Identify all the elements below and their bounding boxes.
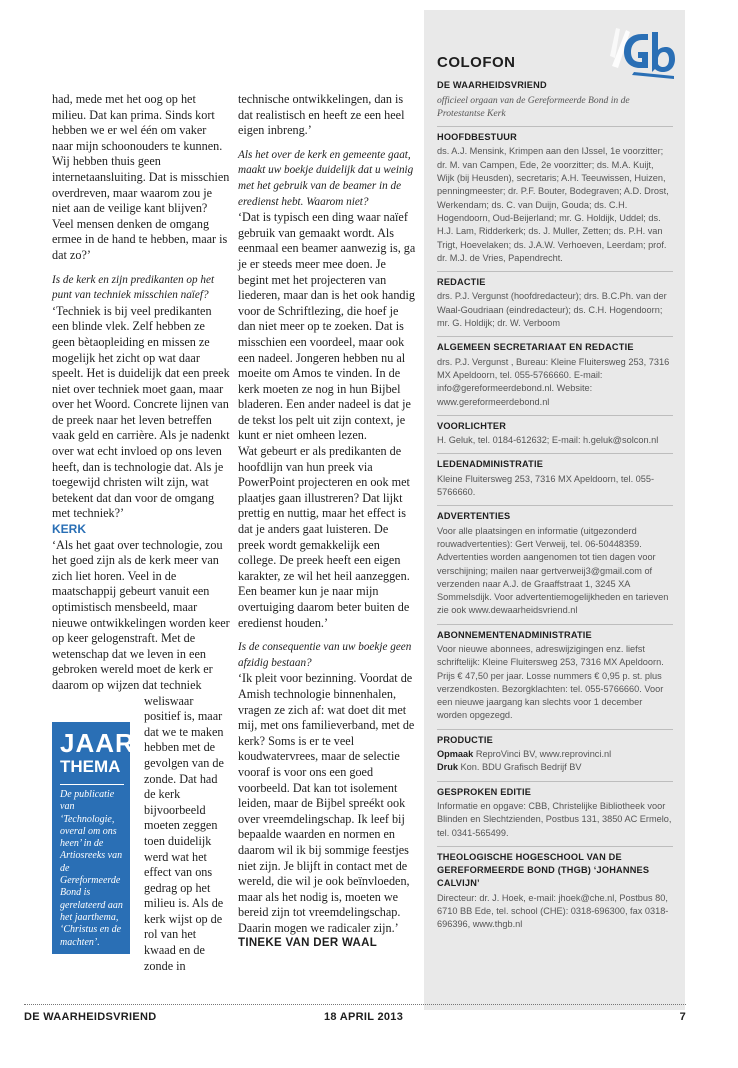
colofon-section: [437, 729, 673, 775]
colofon-panel: [424, 10, 685, 1010]
productie-value: Kon. BDU Grafisch Bedrijf BV: [460, 762, 582, 773]
author-byline: TINEKE VAN DER WAAL: [238, 937, 378, 950]
section-body: ds. A.J. Mensink, Krimpen aan den IJssel, 1e voorzitter; dr. M. van Campen, Ede, 2e voorzitter; ds. M.A. Kuijt, Wijk (bij Heusden), secretaris; A.H. Teeuwissen, Huizen, penningmeester; dr. P.F. Bouter, Bodegraven; A.D. Drost, Werkendam; ds. C. van Duijn, Gouda; ds. C.H. Hogendoorn, Oud-Beijerland; mr. G. Holdijk, Uddel; ds. H.J. Lam, Ridderkerk; ds. J. Muller, Zetten; ds. P.H. van Trigt, Hoevelaken; ds. J.A.W. Verhoeven, Leerdam; prof. dr. M.J. de Vries, Papendrecht.: [437, 146, 669, 263]
paragraph: ‘Dat is typisch een ding waar naïef gebruik van gemaakt wordt. Als eenmaal een beamer aanwezig is, ga je er steeds meer mee doen. Je begint met het projecteren van liederen, maar dan is het ook handig voor de Schriftlezing, die hoef je dan niet meer op te zoeken. Dat is misschien een voordeel, maar ook een nadeel. Jongeren hebben nu al moeite om Amos te vinden. In de kerk moeten ze nog in hun Bijbel bladeren. Een ander nadeel is dat je de tekst los pelt uit zijn context, je kunt er niet omheen lezen.: [238, 210, 416, 443]
section-title: PRODUCTIE: [437, 734, 493, 745]
colofon-section: [437, 453, 673, 499]
section-title: REDACTIE: [437, 277, 486, 288]
jaarthema-text: De publicatie van ‘Technologie, overal om ons heen’ in de Artiosreeks van de Gereformeerde Bond is gerelateerd aan het jaarthema, ‘Christus en de machten’.: [60, 789, 123, 948]
productie-value: ReproVinci BV, www.reprovinci.nl: [475, 749, 612, 760]
section-body: Voor alle plaatsingen en informatie (uitgezonderd rouwadvertenties): Gert Verweij, tel. 06-50448359. Advertenties worden aangenomen tot tien dagen voor verschijning; mailen naar gertverweij3@gmail.com of verzenden naar A.J. de Graaffstraat 1, 3245 XA Sommelsdijk. Voor advertentiemogelijkheden en tarieven zie ook www.dewaarheidsvriend.nl: [437, 525, 669, 616]
section-body: officieel orgaan van de Gereformeerde Bond in de Protestantse Kerk: [437, 94, 630, 119]
section-body: Informatie en opgave: CBB, Christelijke Bibliotheek voor Blinden en Slechtzienden, Postbus 131, 3850 AC Ermelo, tel. 0341-565499.: [437, 800, 672, 838]
section-body: drs. P.J. Vergunst (hoofdredacteur); drs. B.C.Ph. van der Waal-Goudriaan (eindredacteur); ds. C.H. Hogendoorn; mr. G. Holdijk; dr. W. Verboom: [437, 291, 667, 329]
paragraph: technische ontwikkelingen, dan is dat realistisch en heeft ze een heel eigen inbreng.’: [238, 92, 405, 138]
section-body: H. Geluk, tel. 0184-612632; E-mail: h.geluk@solcon.nl: [437, 435, 659, 446]
paragraph: ‘Ik pleit voor bezinning. Voordat de Amish technologie binnenhalen, vragen ze zich af: wat doet dit met mij, met ons familieverband, met de kerk? Soms is er te veel koudwatervrees, maar de selectie vooraf is voor ons een goed voorbeeld. Dat kan tot isolement leiden, maar de Bijbel spreékt ook over vreemdelingschap. Ik leef bij bepaalde waarden en normen en daarom wil ik bij sommige feestjes niet zijn. Je blijft in contact met de wereld, die wil je ook beïnvloeden, maar als het nodig is, moeten we bereid zijn tot vreemdelingschap. Daarin mogen we radicaler zijn.’: [238, 671, 415, 935]
colofon-section: [437, 126, 673, 265]
colofon-section: [437, 781, 673, 840]
jaarthema-box: [52, 722, 135, 954]
paragraph: Wat gebeurt er als predikanten de hoofdlijn van hun preek via PowerPoint projecteren en ook met plaatjes gaan illustreren? Dat lijkt prettig en nuttig, maar het effect is dat je anders gaat luisteren. De preek wordt gemakkelijk een college. De preek heeft een eigen karakter, ze wil het heil aanzeggen. Een beamer kun je naar mijn overtuiging daarom beter buiten de eredienst houden.’: [238, 444, 410, 630]
jaarthema-title-2: THEMA: [60, 757, 121, 776]
interview-question: Is de kerk en zijn predikanten op het punt van techniek misschien naïef?: [52, 273, 215, 302]
colofon-section: [437, 624, 673, 723]
colofon-section: [437, 75, 673, 120]
paragraph: had, mede met het oog op het milieu. Dat kan prima. Sinds kort hebben we er wel één om vaker naar mijn schoonouders te kunnen. Wij hebben thuis geen internetaansluiting. Dat is misschien overdreven, maar waarom zou je niet aan de veilige kant blijven? Veel mensen denken de omgang ermee in de hand te hebben, maar is dat zo?’: [52, 92, 230, 262]
colofon-title: COLOFON: [437, 54, 516, 71]
productie-label: Opmaak: [437, 749, 474, 760]
gb-logo-icon: [608, 26, 676, 80]
jaarthema-title-1: JAAR: [60, 728, 135, 758]
colofon-section: [437, 505, 673, 617]
footer-page-number: 7: [679, 1011, 686, 1023]
section-body: Kleine Fluitersweg 253, 7316 MX Apeldoorn, tel. 055-5766660.: [437, 473, 655, 498]
interview-question: Als het over de kerk en gemeente gaat, maakt uw boekje duidelijk dat u weinig met het gebruik van de beamer in de eredienst hebt. Waarom niet?: [238, 148, 414, 208]
page-footer: [24, 1004, 686, 1023]
paragraph: ‘Als het gaat over technologie, zou het goed zijn als de kerk meer van zich liet horen. Veel in de maatschappij gebeurt vanuit een optimistisch mensbeeld, maar nieuwe ontwikkelingen worden keer op keer gelogenstraft. Met de wetenschap dat we leven in een gebroken wereld moet de kerk er daarom op wijzen dat techniek: [52, 537, 230, 692]
footer-publication: DE WAARHEIDSVRIEND: [24, 1011, 157, 1023]
section-title: ALGEMEEN SECRETARIAAT EN REDACTIE: [437, 342, 634, 353]
section-title: LEDENADMINISTRATIE: [437, 459, 544, 470]
article-column-2: [238, 92, 416, 952]
productie-label: Druk: [437, 762, 458, 773]
section-title: ABONNEMENTENADMINISTRATIE: [437, 629, 592, 640]
section-title: DE WAARHEIDSVRIEND: [437, 80, 547, 91]
section-title: GESPROKEN EDITIE: [437, 786, 532, 797]
colofon-section: [437, 271, 673, 330]
colofon-section: [437, 415, 673, 448]
paragraph: ‘Techniek is bij veel predikanten een blinde vlek. Zelf hebben ze geen bètaopleiding en missen ze mogelijk het zicht op wat daar speelt. Het is duidelijk dat een preek niet over techniek moet gaan, maar over het Woord. Concrete lijnen van de preek naar het leven betreffen vaak geld en carrière. Als je nadenkt over wat echt invloed op ons leven heeft, dan is technologie dat. Als je toegewijd christen wilt zijn, wat betekent dat dan voor de omgang met techniek?’: [52, 303, 230, 521]
interview-question: Is de consequentie van uw boekje geen afzidig bestaan?: [238, 641, 412, 669]
section-heading: KERK: [52, 522, 87, 537]
section-body: Directeur: dr. J. Hoek, e-mail: jhoek@che.nl, Postbus 80, 6710 BB Ede, tel. school (CHE): 0318-696300, fax 0318-696396, www.thgb.nl: [437, 892, 669, 930]
section-title: HOOFDBESTUUR: [437, 132, 517, 143]
section-body: Voor nieuwe abonnees, adreswijzigingen enz. liefst schriftelijk: Kleine Fluitersweg 253, 7316 MX Apeldoorn. Prijs € 47,50 per jaar. Losse nummers € 0,95 p. st. plus verzendkosten. Bezorgklachten: tel. 055-5766660. Voor een nieuwe jaargang kan slechts voor 1 december worden opgezegd.: [437, 643, 664, 721]
colofon-section: [437, 846, 673, 932]
paragraph-continued: weliswaar positief is, maar dat we te maken hebben met de gevolgen van de zonde. Dat had de kerk bijvoorbeeld moeten zeggen toen duidelijk werd wat het effect van ons gedrag op het milieu is. Als de kerk wijst op de rol van het kwaad en de zonde in: [144, 693, 224, 973]
section-body: drs. P.J. Vergunst , Bureau: Kleine Fluitersweg 253, 7316 MX Apeldoorn, tel. 055-5766660. E-mail: info@gereformeerdebond.nl. Website: www.gereformeerdebond.nl: [437, 356, 670, 407]
section-title: ADVERTENTIES: [437, 511, 511, 522]
footer-date: 18 APRIL 2013: [324, 1011, 404, 1023]
colofon-section: [437, 336, 673, 408]
section-title: VOORLICHTER: [437, 420, 507, 431]
section-title: THEOLOGISCHE HOGESCHOOL VAN DE GEREFORMEERDE BOND (THGB) ‘JOHANNES CALVIJN’: [437, 851, 650, 889]
section-body: [437, 748, 673, 775]
jaarthema-divider: [60, 784, 124, 785]
